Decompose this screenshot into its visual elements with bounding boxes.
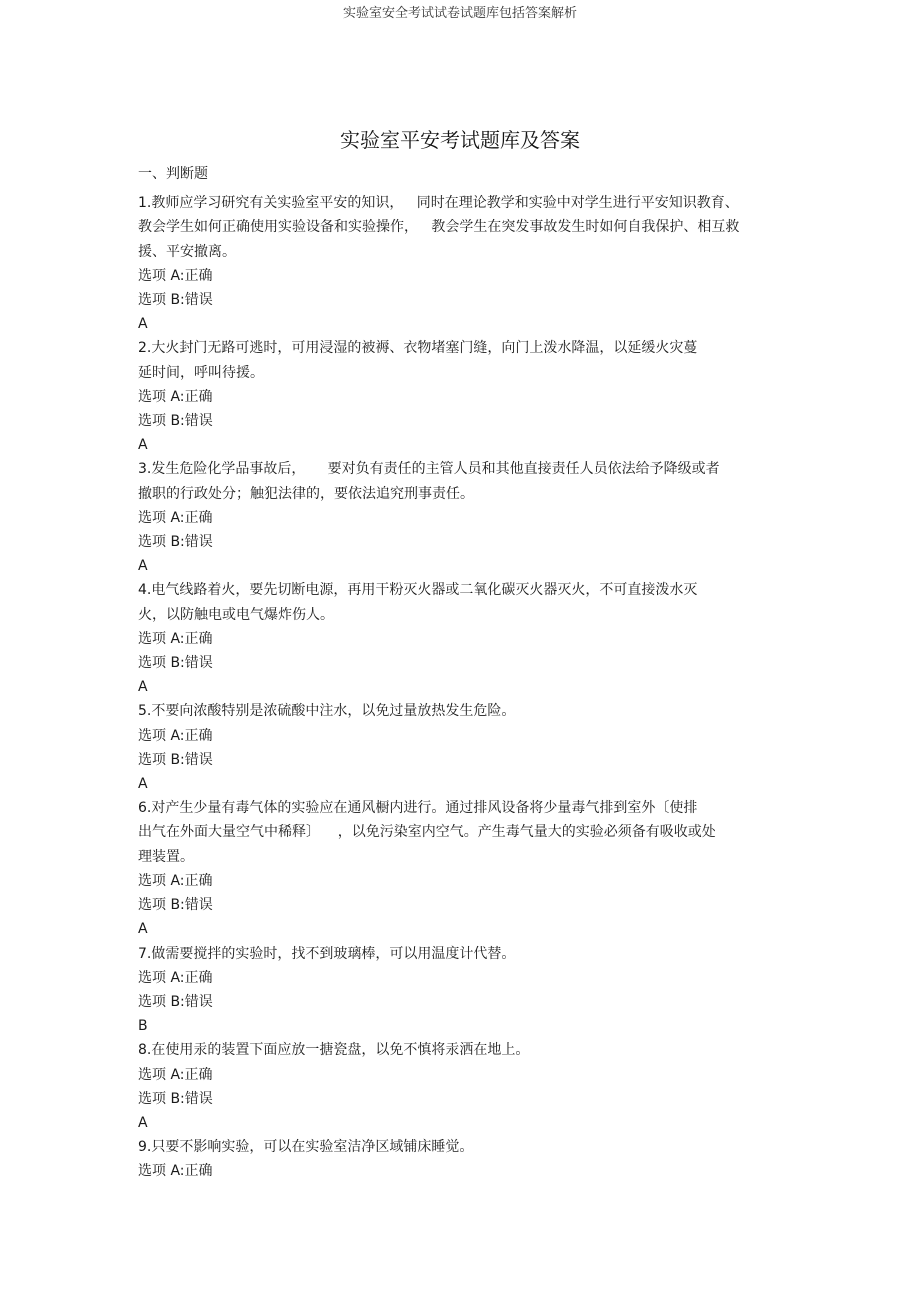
- question-line: 理装置。: [138, 848, 194, 865]
- question-number: 8.: [138, 1042, 152, 1059]
- question-number: 7.: [138, 945, 152, 962]
- answer-key: A: [138, 316, 148, 333]
- option-a: 选项 A:正确: [138, 969, 213, 986]
- answer-key: A: [138, 558, 148, 575]
- answer-key: A: [138, 921, 148, 938]
- option-b: 选项 B:错误: [138, 897, 213, 914]
- question-item: [138, 1038, 778, 1135]
- question-number: 6.: [138, 800, 152, 817]
- question-line: 发生危险化学品事故后， 要对负有责任的主管人员和其他直接责任人员依法给予降级或者: [151, 461, 720, 478]
- option-b: 选项 B:错误: [138, 1090, 213, 1107]
- option-a: 选项 A:正确: [138, 509, 213, 526]
- question-number: 1.: [138, 195, 152, 212]
- document-title: 实验室平安考试题库及答案: [340, 128, 580, 152]
- option-b: 选项 B:错误: [138, 655, 213, 672]
- question-text: [138, 699, 778, 723]
- answer-key: A: [138, 776, 148, 793]
- question-item: [138, 699, 778, 796]
- option-b: 选项 B:错误: [138, 993, 213, 1010]
- answer-key: A: [138, 437, 148, 454]
- question-line: 教师应学习研究有关实验室平安的知识， 同时在理论教学和实验中对学生进行平安知识教育、: [151, 195, 739, 212]
- question-line: 做需要搅拌的实验时，找不到玻璃棒，可以用温度计代替。: [151, 945, 516, 962]
- question-text-continued: [138, 603, 778, 627]
- question-number: 5.: [138, 703, 152, 720]
- question-text-continued: [138, 361, 778, 385]
- answer-key: A: [138, 1114, 148, 1131]
- option-b: 选项 B:错误: [138, 534, 213, 551]
- question-number: 9.: [138, 1139, 152, 1156]
- question-text: [138, 578, 778, 602]
- question-text: [138, 1038, 778, 1062]
- question-line: 火，以防触电或电气爆炸伤人。: [138, 606, 334, 623]
- option-a: 选项 A:正确: [138, 388, 213, 405]
- option-a: 选项 A:正确: [138, 630, 213, 647]
- question-text: [138, 336, 778, 360]
- question-text: [138, 1135, 778, 1159]
- question-line: 出气在外面大量空气中稀释〕 ，以免污染室内空气。产生毒气量大的实验必须备有吸收或处: [138, 824, 716, 841]
- option-a: 选项 A:正确: [138, 1163, 213, 1180]
- option-b: 选项 B:错误: [138, 413, 213, 430]
- question-line: 只要不影响实验，可以在实验室洁净区域铺床睡觉。: [151, 1139, 474, 1156]
- question-text: [138, 942, 778, 966]
- question-line: 大火封门无路可逃时，可用浸湿的被褥、衣物堵塞门缝，向门上泼水降温，以延缓火灾蔓: [151, 340, 698, 357]
- question-line: 电气线路着火，要先切断电源，再用干粉灭火器或二氧化碳灭火器灭火，不可直接泼水灭: [151, 582, 698, 599]
- option-a: 选项 A:正确: [138, 267, 213, 284]
- question-item: [138, 796, 778, 941]
- answer-key: A: [138, 679, 148, 696]
- question-text-continued: [138, 820, 778, 844]
- question-number: 2.: [138, 340, 152, 357]
- question-text: [138, 457, 778, 481]
- question-text: [138, 796, 778, 820]
- option-a: 选项 A:正确: [138, 872, 213, 889]
- question-item: [138, 1135, 778, 1183]
- question-text-continued: [138, 215, 778, 239]
- question-item: [138, 942, 778, 1039]
- document-body: [138, 162, 778, 1184]
- question-number: 3.: [138, 461, 152, 478]
- option-b: 选项 B:错误: [138, 292, 213, 309]
- question-number: 4.: [138, 582, 152, 599]
- option-a: 选项 A:正确: [138, 1066, 213, 1083]
- question-line: 撤职的行政处分；触犯法律的，要依法追究刑事责任。: [138, 485, 474, 502]
- question-line: 延时间，呼叫待援。: [138, 364, 264, 381]
- section-heading: 一、判断题: [138, 166, 208, 182]
- question-item: [138, 191, 778, 336]
- answer-key: B: [138, 1018, 148, 1035]
- question-line: 不要向浓酸特别是浓硫酸中注水，以免过量放热发生危险。: [151, 703, 516, 720]
- question-text: [138, 191, 778, 215]
- question-item: [138, 578, 778, 699]
- question-line: 在使用汞的装置下面应放一搪瓷盘，以免不慎将汞洒在地上。: [151, 1042, 530, 1059]
- question-text-continued: [138, 845, 778, 869]
- question-line: 对产生少量有毒气体的实验应在通风橱内进行。通过排风设备将少量毒气排到室外〔使排: [151, 800, 698, 817]
- question-text-continued: [138, 482, 778, 506]
- option-a: 选项 A:正确: [138, 727, 213, 744]
- question-line: 教会学生如何正确使用实验设备和实验操作， 教会学生在突发事故发生时如何自我保护、相互救: [138, 219, 740, 236]
- option-b: 选项 B:错误: [138, 751, 213, 768]
- question-text-continued: [138, 240, 778, 264]
- question-item: [138, 336, 778, 457]
- question-line: 援、平安撤离。: [138, 243, 236, 260]
- question-list: [138, 191, 778, 1183]
- running-header: 实验室安全考试试卷试题库包括答案解析: [342, 6, 577, 21]
- question-item: [138, 457, 778, 578]
